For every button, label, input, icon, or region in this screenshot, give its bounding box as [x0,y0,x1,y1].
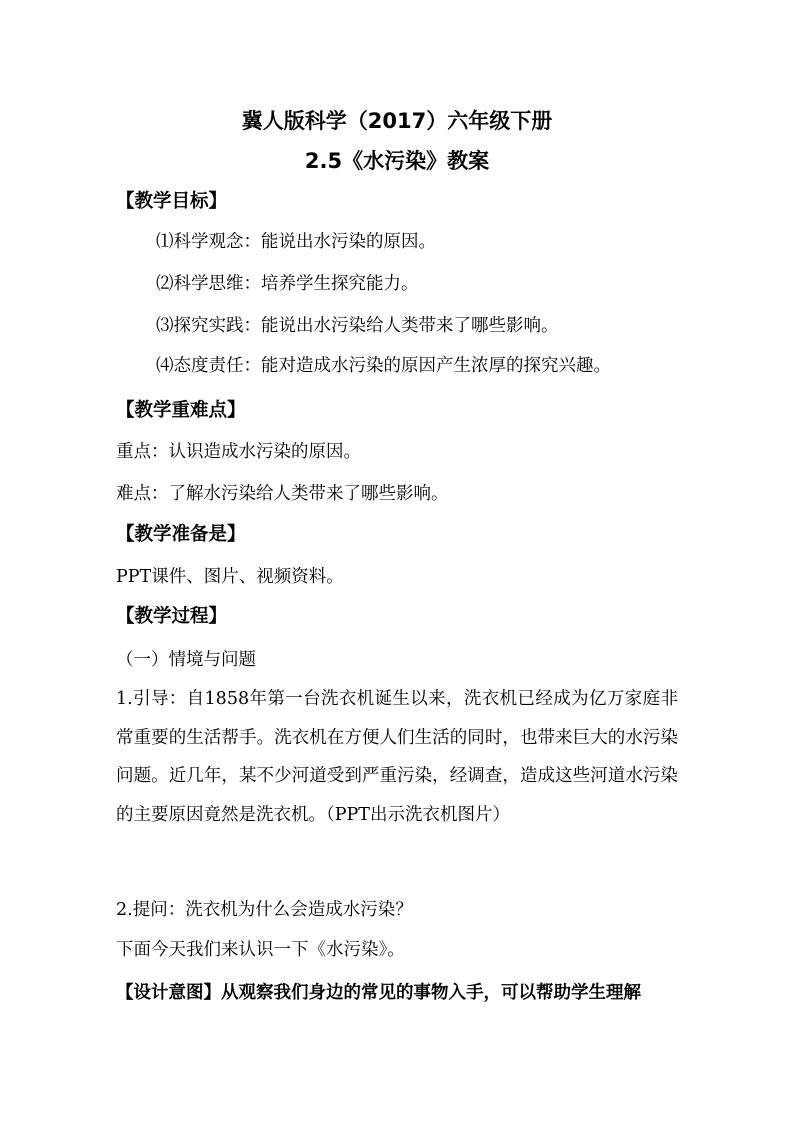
preparation-text: PPT课件、图片、视频资料。 [116,567,344,587]
section-title: （一）情境与问题 [116,650,256,670]
goal-item: ⑵科学思维：培养学生探究能力。 [156,274,419,294]
process-heading: 【教学过程】 [116,606,228,627]
preparation-heading: 【教学准备是】 [116,524,246,545]
key-point-text: 重点：认识造成水污染的原因。 [116,442,361,462]
goals-heading: 【教学目标】 [116,191,228,212]
transition-text: 下面今天我们来认识一下《水污染》。 [116,940,405,960]
goal-item: ⑶探究实践：能说出水污染给人类带来了哪些影响。 [156,316,559,336]
document-title: 冀人版科学（2017）六年级下册 [241,109,553,133]
goal-item: ⑷态度责任：能对造成水污染的原因产生浓厚的探究兴趣。 [156,356,611,376]
lesson-title: 2.5《水污染》教案 [304,149,490,173]
question-text: 2.提问：洗衣机为什么会造成水污染？ [116,900,413,920]
goal-item: ⑴科学观念：能说出水污染的原因。 [156,232,436,252]
intro-paragraph: 1.引导：自1858年第一台洗衣机诞生以来，洗衣机已经成为亿万家庭非常重要的生活帮手。洗衣机在方便人们生活的同时，也带来巨大的水污染问题。近几年，某不少河道受到严重污染，经调查，造成这些河道水污染的主要原因竟然是洗衣机。（PPT出示洗衣机图片） [116,689,678,825]
key-points-heading: 【教学重难点】 [116,400,246,421]
design-intent: 【设计意图】从观察我们身边的常见的事物入手，可以帮助学生理解 [116,983,641,1003]
difficulty-text: 难点：了解水污染给人类带来了哪些影响。 [116,484,449,504]
